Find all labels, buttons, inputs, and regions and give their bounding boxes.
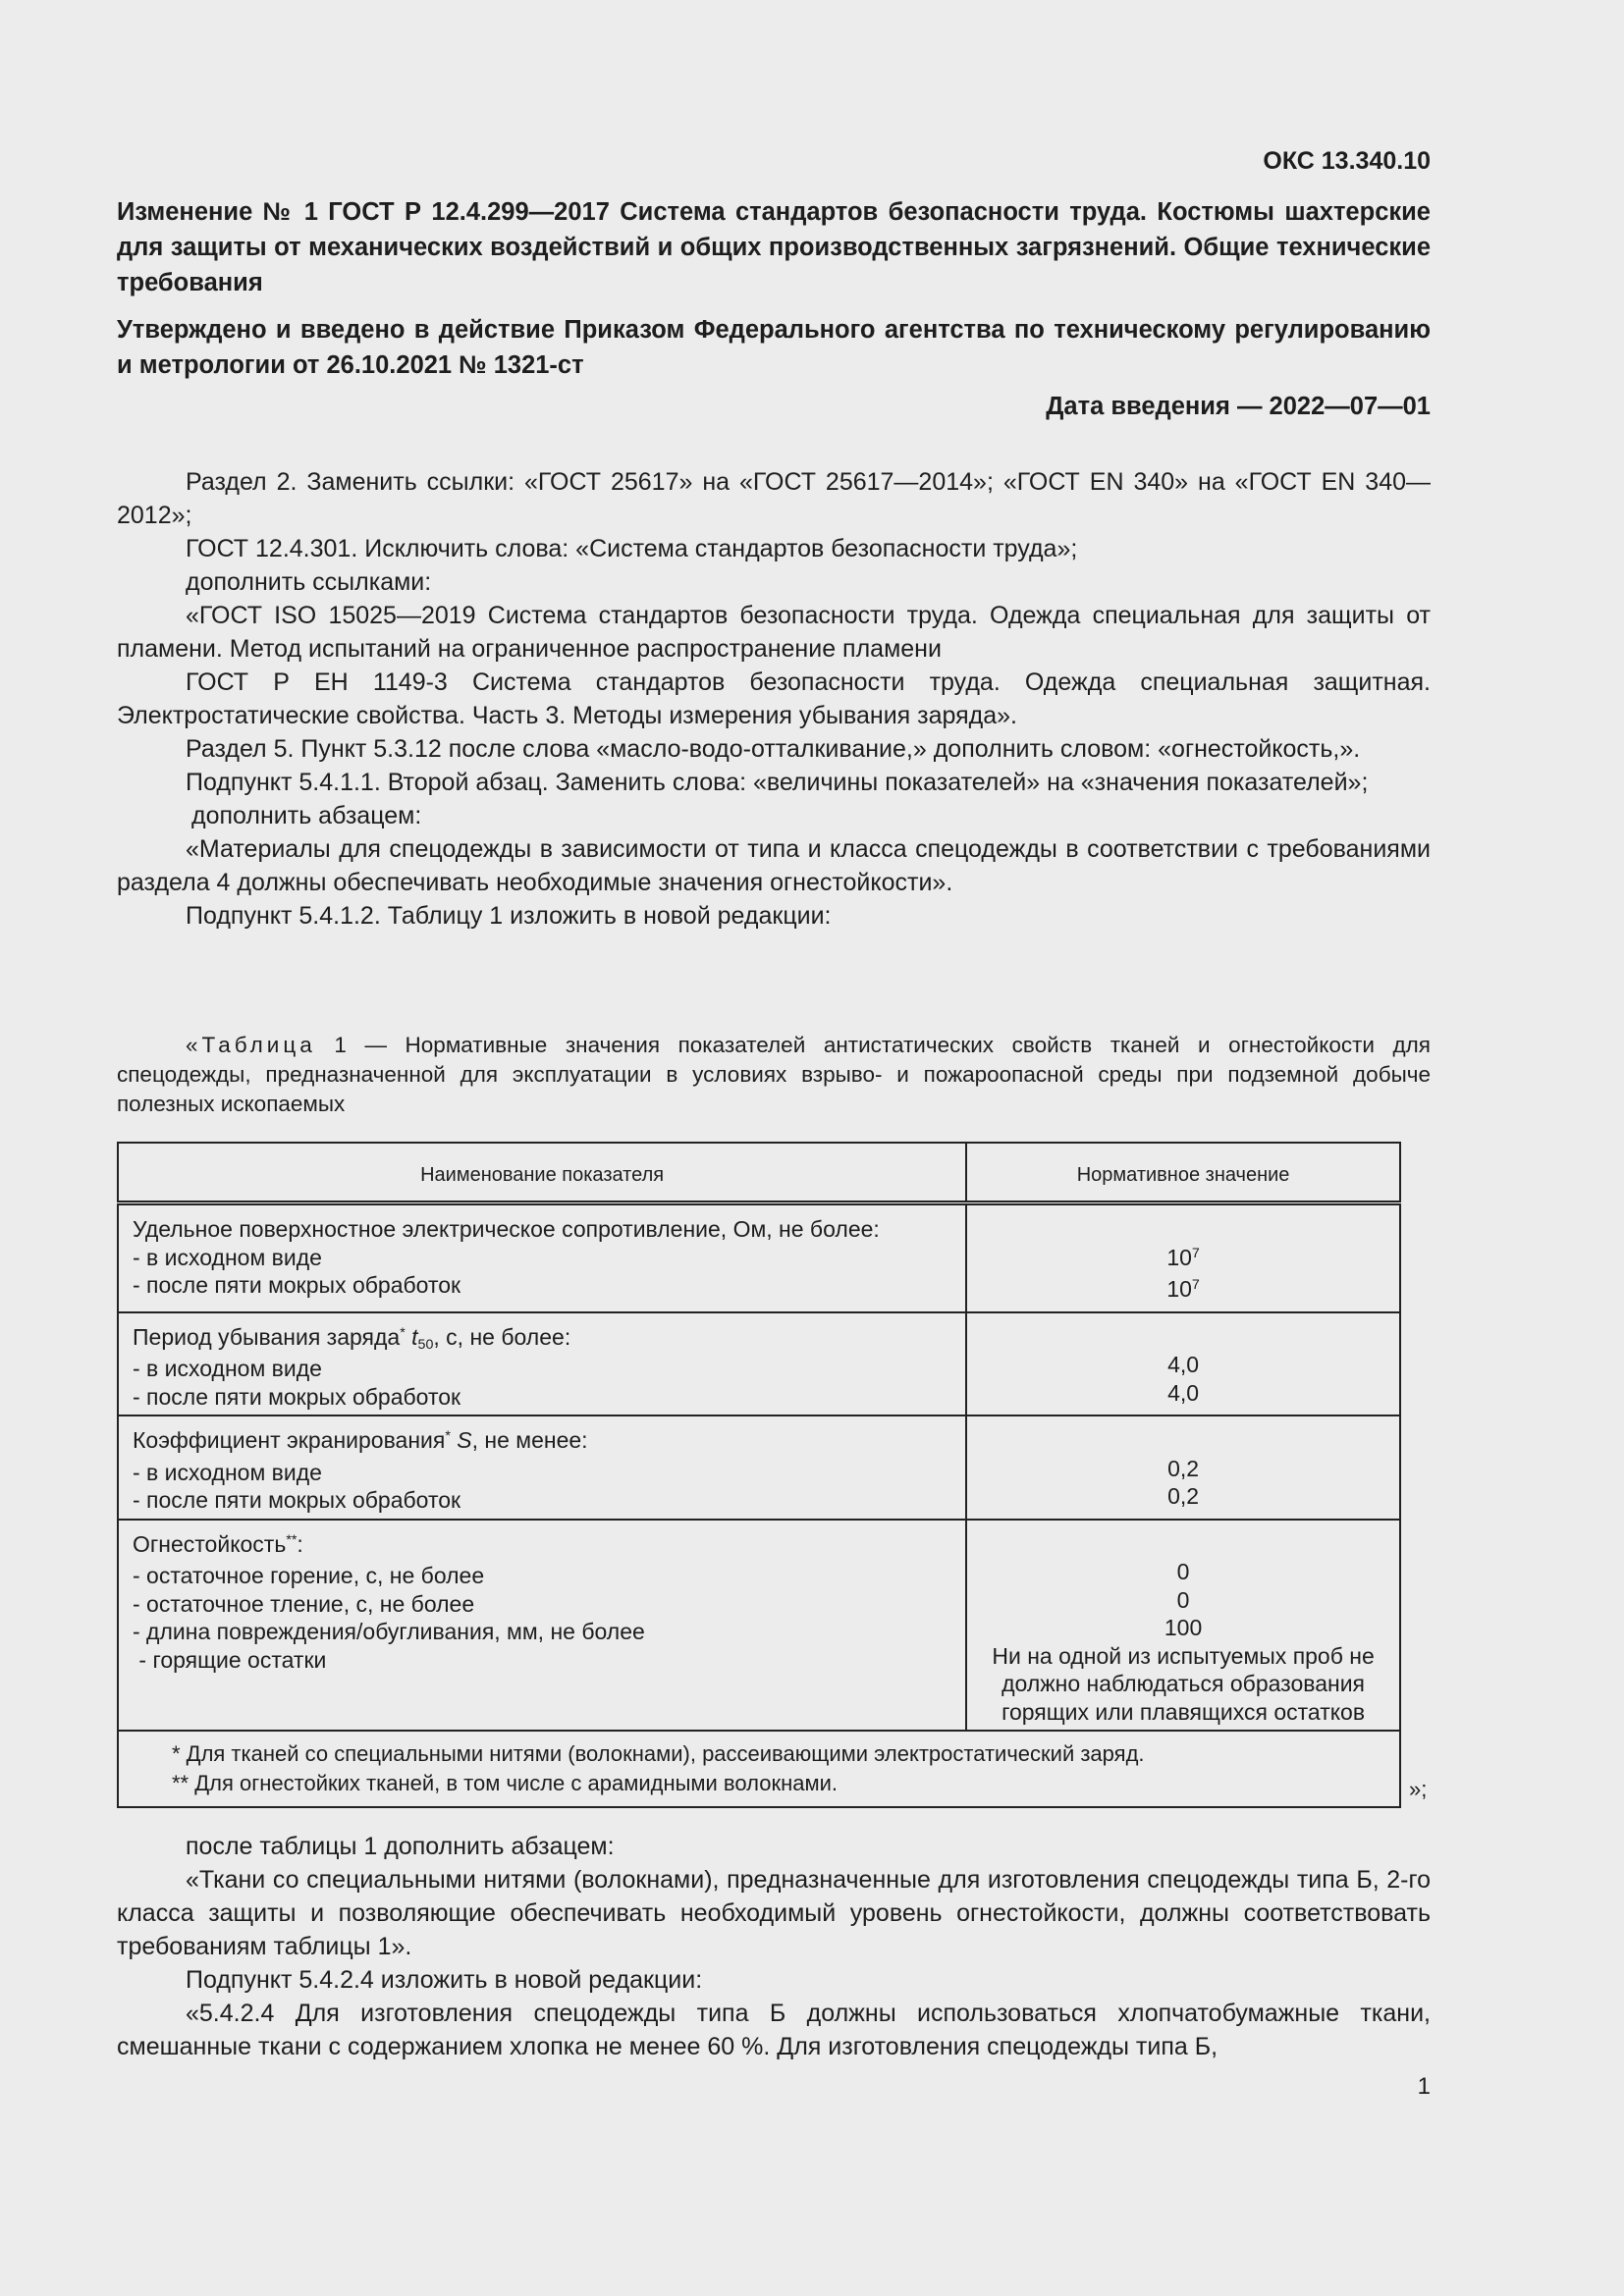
- document-title: Изменение № 1 ГОСТ Р 12.4.299—2017 Система стандартов безопасности труда. Костюмы шахтерские для защиты от механических воздействий и общих производственных загрязнений. Общие технические требования: [117, 198, 1431, 296]
- row-line: - после пяти мокрых обработок: [133, 1272, 461, 1298]
- amendment-text-top: [117, 465, 1431, 933]
- row-title: Удельное поверхностное электрическое сопротивление, Ом, не более:: [133, 1216, 880, 1242]
- paragraph: «Материалы для спецодежды в зависимости от типа и класса спецодежды в соответствии с требованиями раздела 4 должны обеспечивать необходимые значения огнестойкости».: [117, 835, 1431, 896]
- row-line: - после пяти мокрых обработок: [133, 1383, 461, 1410]
- row-value: 4,0: [1167, 1379, 1200, 1406]
- row-value: $10^7$: [1166, 1244, 1200, 1270]
- row-line: - после пяти мокрых обработок: [133, 1487, 461, 1513]
- row-value: должно наблюдаться образования: [1001, 1671, 1366, 1696]
- paragraph: ГОСТ Р ЕН 1149-3 Система стандартов безопасности труда. Одежда специальная защитная. Электростатические свойства. Часть 3. Методы измерения убывания заряда».: [117, 668, 1431, 729]
- column-header-value: Нормативное значение: [966, 1143, 1400, 1203]
- table-row: [118, 1415, 1400, 1520]
- oks-code: ОКС 13.340.10: [1263, 147, 1431, 175]
- table-caption-label: «Таблица: [186, 1033, 316, 1057]
- paragraph: «Ткани со специальными нитями (волокнами), предназначенные для изготовления спецодежды типа Б, 2-го класса защиты и позволяющие обеспечивать необходимый уровень огнестойкости, должны соответствовать требованиям таблицы 1».: [117, 1866, 1431, 1960]
- paragraph: дополнить абзацем:: [191, 802, 422, 829]
- row-value: 0,2: [1167, 1455, 1200, 1481]
- row-line: - в исходном виде: [133, 1244, 322, 1270]
- table-row: [118, 1203, 1400, 1312]
- table-footnotes: [118, 1731, 1400, 1807]
- paragraph: Подпункт 5.4.1.1. Второй абзац. Заменить слова: «величины показателей» на «значения показателей»;: [186, 769, 1369, 796]
- table-row: [118, 1312, 1400, 1416]
- row-value: 100: [1164, 1615, 1203, 1640]
- footnote: ** Для огнестойких тканей, в том числе с арамидными волокнами.: [172, 1771, 838, 1795]
- paragraph: «5.4.2.4 Для изготовления спецодежды типа Б должны использоваться хлопчатобумажные ткани, смешанные ткани с содержанием хлопка не менее 60 %. Для изготовления спецодежды типа Б,: [117, 2000, 1431, 2060]
- row-line: - остаточное тление, с, не более: [133, 1590, 475, 1617]
- row-value: 0,2: [1167, 1483, 1200, 1509]
- closing-quote: »;: [1409, 1777, 1428, 1801]
- row-value: горящих или плавящихся остатков: [1001, 1698, 1366, 1725]
- paragraph: Раздел 5. Пункт 5.3.12 после слова «масло-водо-отталкивание,» дополнить словом: «огнестойкость,».: [186, 735, 1361, 763]
- row-title: Период убывания заряда* $t_{50}$, с, не более:: [133, 1323, 571, 1353]
- row-line: - длина повреждения/обугливания, мм, не более: [133, 1619, 645, 1644]
- row-line: - в исходном виде: [133, 1459, 322, 1485]
- paragraph: после таблицы 1 дополнить абзацем:: [186, 1833, 615, 1860]
- row-value: Ни на одной из испытуемых проб не: [992, 1642, 1375, 1669]
- row-title: Огнестойкость**:: [133, 1530, 303, 1557]
- paragraph: Подпункт 5.4.2.4 изложить в новой редакции:: [186, 1966, 703, 1994]
- row-title: Коэффициент экранирования* S, не менее:: [133, 1427, 588, 1453]
- row-value: 0: [1176, 1586, 1190, 1613]
- table-caption-text: 1 — Нормативные значения показателей антистатических свойств тканей и огнестойкости для спецодежды, предназначенной для эксплуатации в условиях взрыво- и пожароопасной среды при подземной добыче полезных ископаемых: [117, 1033, 1431, 1116]
- table-caption: [117, 1031, 1431, 1119]
- row-value: $10^7$: [1166, 1276, 1200, 1302]
- paragraph: Раздел 2. Заменить ссылки: «ГОСТ 25617» на «ГОСТ 25617—2014»; «ГОСТ EN 340» на «ГОСТ EN 340—2012»;: [117, 468, 1431, 529]
- column-header-indicator: Наименование показателя: [118, 1143, 966, 1203]
- row-line: - горящие остатки: [133, 1646, 327, 1673]
- paragraph: дополнить ссылками:: [186, 568, 432, 596]
- introduction-date: Дата введения — 2022—07—01: [1046, 393, 1431, 420]
- table-row: [118, 1520, 1400, 1732]
- page-number: 1: [1417, 2073, 1431, 2100]
- row-value: 4,0: [1167, 1352, 1200, 1377]
- row-line: - остаточное горение, с, не более: [133, 1563, 485, 1588]
- paragraph: «ГОСТ ISO 15025—2019 Система стандартов безопасности труда. Одежда специальная для защиты от пламени. Метод испытаний на ограниченное распространение пламени: [117, 602, 1431, 663]
- paragraph: Подпункт 5.4.1.2. Таблицу 1 изложить в новой редакции:: [186, 902, 832, 930]
- amendment-text-bottom: [117, 1830, 1431, 2063]
- paragraph: ГОСТ 12.4.301. Исключить слова: «Система стандартов безопасности труда»;: [186, 535, 1078, 562]
- normative-values-table: [117, 1142, 1401, 1808]
- row-value: 0: [1176, 1559, 1190, 1584]
- approval-statement: Утверждено и введено в действие Приказом Федерального агентства по техническому регулированию и метрологии от 26.10.2021 № 1321-ст: [117, 316, 1431, 379]
- footnote: * Для тканей со специальными нитями (волокнами), рассеивающими электростатический заряд.: [172, 1741, 1145, 1766]
- row-line: - в исходном виде: [133, 1356, 322, 1381]
